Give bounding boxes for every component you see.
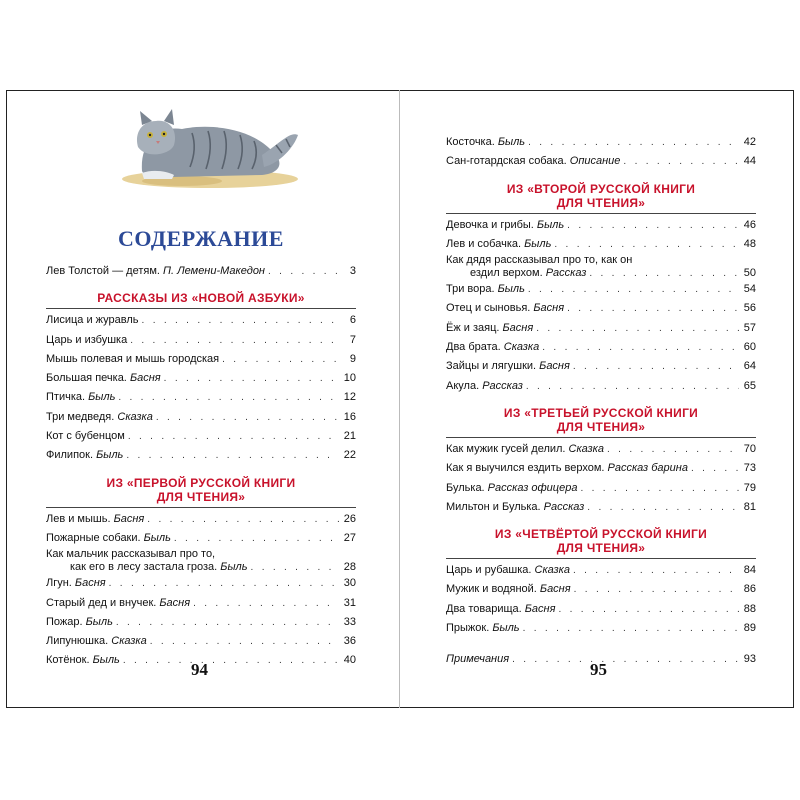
leader-dots	[128, 428, 339, 446]
toc-entry-genre: Басня	[113, 512, 145, 525]
section-rule	[446, 558, 756, 559]
toc-entry-page: 33	[343, 615, 356, 628]
leader-dots	[512, 651, 739, 669]
toc-entry-title: Котёнок.	[46, 654, 93, 667]
toc-entry-page: 16	[343, 410, 356, 423]
toc-entry-title: Ёж и заяц.	[446, 321, 503, 334]
toc-entry[interactable]	[46, 574, 356, 593]
toc-entry[interactable]	[46, 510, 356, 529]
toc-entry-page: 88	[743, 602, 756, 615]
toc-entry-genre: Басня	[533, 302, 565, 315]
toc-entry-genre: Быль	[524, 237, 552, 250]
toc-entry[interactable]	[446, 377, 756, 396]
toc-entry-title: Кот с бубенцом	[46, 430, 125, 443]
toc-entry-title: Мужик и водяной.	[446, 583, 540, 596]
toc-entry-title: Девочка и грибы.	[446, 218, 537, 231]
section-heading-text: ИЗ «ТРЕТЬЕЙ РУССКОЙ КНИГИ	[503, 405, 699, 420]
toc-entry[interactable]	[446, 133, 756, 152]
leader-dots	[567, 217, 739, 235]
toc-entry-title: Пожарные собаки.	[46, 531, 144, 544]
toc-entry-genre: Быль	[143, 531, 171, 544]
toc-entry-page: 40	[343, 654, 356, 667]
toc-entry-page: 28	[343, 561, 356, 574]
toc-entry[interactable]	[446, 357, 756, 376]
section-heading-text: ДЛЯ ЧТЕНИЯ»	[156, 489, 246, 504]
leader-dots	[123, 652, 339, 670]
toc-entry-title-cont: как его в лесу застала гроза.	[70, 561, 221, 574]
toc-entry-page: 3	[349, 265, 356, 277]
toc-entry-page: 42	[743, 136, 756, 148]
toc-entry-genre: Сказка	[111, 635, 147, 648]
toc-entry-title: Два товарища.	[446, 602, 525, 615]
toc-entry-title: Лев Толстой — детям.	[46, 265, 164, 277]
toc-entry[interactable]	[46, 548, 356, 574]
toc-entry[interactable]	[46, 613, 356, 632]
leader-dots	[542, 339, 739, 357]
section-items	[46, 510, 356, 671]
leader-dots	[523, 620, 739, 638]
toc-entry[interactable]	[46, 388, 356, 407]
leader-dots	[193, 595, 339, 613]
toc-entry-page: 12	[343, 391, 356, 404]
toc-entry-page: 22	[343, 449, 356, 462]
section-heading-text: ДЛЯ ЧТЕНИЯ»	[556, 419, 646, 434]
leader-dots	[589, 267, 739, 280]
toc-entry-page: 48	[743, 237, 756, 250]
leader-dots	[567, 300, 739, 318]
section-heading-text: ДЛЯ ЧТЕНИЯ»	[556, 541, 646, 556]
toc-entry-title-cont: ездил верхом.	[470, 267, 546, 280]
toc-entry-page: 10	[343, 372, 356, 385]
toc-entry[interactable]	[446, 580, 756, 599]
left-toc-column	[46, 262, 356, 671]
toc-entry-genre: Басня	[129, 372, 161, 385]
leader-dots	[251, 561, 339, 574]
toc-entry-page: 73	[743, 462, 756, 475]
toc-entry-genre: Басня	[524, 602, 556, 615]
toc-entry-title: Булька.	[446, 481, 488, 494]
leader-dots	[126, 447, 339, 465]
toc-entry-title: Как мужик гусей делил.	[446, 442, 569, 455]
toc-entry[interactable]	[446, 299, 756, 318]
page-title: СОДЕРЖАНИЕ	[118, 226, 284, 251]
toc-entry-genre: Быль	[497, 283, 525, 296]
toc-entry-genre: Сказка	[568, 442, 604, 455]
leader-dots	[118, 389, 339, 407]
section-rule	[46, 507, 356, 508]
toc-entry-title: Филипок.	[46, 449, 97, 462]
section-items	[446, 216, 756, 396]
leader-dots	[573, 358, 739, 376]
section-heading-text: ИЗ «ЧЕТВЁРТОЙ РУССКОЙ КНИГИ	[494, 527, 708, 542]
toc-entry-page: 89	[743, 622, 756, 635]
toc-entry-genre: Быль	[536, 218, 565, 231]
toc-entry-page: 31	[343, 596, 356, 609]
toc-entry-genre: Сказка	[534, 564, 570, 577]
toc-entry-title: Пожар.	[46, 615, 86, 628]
toc-entry-title: Лгун.	[46, 577, 75, 590]
toc-entry-genre: Быль	[85, 615, 113, 628]
toc-entry-title: Царь и избушка	[46, 333, 128, 346]
leader-dots	[587, 499, 739, 517]
toc-entry-genre: Быль	[492, 622, 520, 635]
toc-entry-title: Два брата.	[446, 341, 504, 354]
leader-dots	[130, 332, 339, 350]
toc-entry-title: Три медведя.	[46, 410, 118, 423]
leader-dots	[574, 581, 739, 599]
toc-entry[interactable]	[446, 254, 756, 280]
leader-dots	[526, 378, 739, 396]
section-rule	[446, 437, 756, 438]
section-heading-text: ИЗ «ПЕРВОЙ РУССКОЙ КНИГИ	[106, 475, 296, 490]
leader-dots	[156, 409, 339, 427]
toc-entry-page: 64	[743, 360, 756, 373]
toc-entry-title: Лев и собачка.	[446, 237, 525, 250]
toc-entry[interactable]	[446, 338, 756, 357]
toc-entry[interactable]	[446, 440, 756, 459]
toc-entry[interactable]	[46, 446, 356, 465]
toc-entry-page: 60	[743, 341, 756, 354]
toc-entry-genre: Рассказ	[545, 267, 587, 280]
toc-entry-title: Лисица и журавль	[46, 314, 139, 327]
page-number-left: 94	[191, 660, 208, 679]
leader-dots	[116, 614, 339, 632]
toc-entry-genre: Басня	[74, 577, 106, 590]
toc-entry-page: 65	[743, 379, 756, 392]
toc-entry-page: 9	[349, 352, 356, 365]
toc-entry-page: 7	[349, 333, 356, 346]
section-items	[446, 440, 756, 517]
section-heading-text: РАССКАЗЫ ИЗ «НОВОЙ АЗБУКИ»	[97, 291, 305, 306]
toc-entry-page: 93	[743, 653, 756, 666]
toc-entry-page: 6	[349, 314, 356, 327]
toc-entry-genre: Рассказ	[482, 379, 523, 392]
toc-entry[interactable]	[46, 594, 356, 613]
page-number-right: 95	[590, 660, 607, 679]
section-heading	[446, 182, 756, 210]
toc-entry-title: Как дядя рассказывал про то, как он	[446, 254, 633, 267]
section-items	[446, 561, 756, 638]
toc-entry-page: 84	[743, 564, 756, 577]
toc-entry[interactable]	[446, 280, 756, 299]
leader-dots	[142, 312, 339, 330]
leader-dots	[174, 530, 339, 548]
toc-entry-genre: Басня	[502, 321, 534, 334]
toc-entry[interactable]	[46, 350, 356, 369]
book-spine	[399, 90, 400, 708]
toc-entry-page: 36	[343, 635, 356, 648]
leader-dots	[222, 351, 339, 369]
leader-dots	[109, 575, 339, 593]
leader-dots	[536, 320, 739, 338]
toc-entry-genre: Быль	[92, 654, 120, 667]
toc-entry[interactable]	[46, 408, 356, 427]
section-heading-text: ДЛЯ ЧТЕНИЯ»	[556, 195, 646, 210]
toc-entry-title: Большая печка.	[46, 372, 130, 385]
toc-entry[interactable]	[446, 498, 756, 517]
toc-entry-genre: Рассказ	[543, 500, 585, 513]
toc-entry-page: 26	[343, 512, 356, 525]
toc-entry-page: 46	[743, 218, 756, 231]
toc-entry[interactable]	[46, 369, 356, 388]
toc-entry-title: Как я выучился ездить верхом.	[446, 462, 608, 475]
section-rule	[446, 213, 756, 214]
leader-dots	[150, 633, 339, 651]
section-rule	[46, 308, 356, 309]
leader-dots	[573, 562, 739, 580]
cat-illustration-icon	[112, 103, 302, 195]
toc-entry[interactable]	[446, 152, 756, 171]
toc-entry-genre: Рассказ барина	[607, 462, 688, 475]
toc-entry-page: 54	[743, 283, 756, 296]
toc-entry[interactable]	[446, 319, 756, 338]
toc-entry-title: Прыжок.	[446, 622, 493, 635]
leader-dots	[607, 441, 739, 459]
toc-entry-title: Старый дед и внучек.	[46, 596, 160, 609]
toc-entry-genre: Басня	[539, 360, 570, 373]
toc-entry[interactable]	[46, 427, 356, 446]
toc-entry-title: Косточка.	[446, 136, 498, 148]
leader-dots	[623, 153, 739, 171]
toc-entry-title: Акула.	[446, 379, 483, 392]
toc-entry-page: 70	[743, 442, 756, 455]
leader-dots	[268, 263, 339, 281]
toc-entry-title: Отец и сыновья.	[446, 302, 534, 315]
leader-dots	[558, 601, 739, 619]
toc-entry-page: 30	[343, 577, 356, 590]
toc-entry-page: 86	[743, 583, 756, 596]
toc-entry[interactable]	[46, 632, 356, 651]
toc-entry-genre: Басня	[159, 596, 191, 609]
toc-entry-page: 81	[743, 500, 756, 513]
leader-dots	[147, 511, 339, 529]
toc-entry[interactable]	[446, 479, 756, 498]
toc-entry-page: 50	[743, 267, 756, 280]
toc-entry[interactable]	[446, 619, 756, 638]
toc-entry-genre: П. Лемени-Македон	[163, 265, 265, 277]
leader-dots	[580, 480, 739, 498]
leader-dots	[691, 460, 739, 478]
section-heading	[446, 527, 756, 555]
section-items	[46, 311, 356, 465]
toc-entry-title: Зайцы и лягушки.	[446, 360, 540, 373]
toc-entry-page: 79	[743, 481, 756, 494]
toc-entry[interactable]	[46, 331, 356, 350]
section-heading	[46, 476, 356, 504]
toc-entry[interactable]	[46, 529, 356, 548]
leader-dots	[528, 134, 739, 152]
toc-entry[interactable]	[446, 600, 756, 619]
leader-dots	[164, 370, 339, 388]
toc-entry-page: 44	[743, 155, 756, 168]
toc-entry-title: Сан-готардская собака.	[446, 155, 570, 168]
toc-entry-title: Мышь полевая и мышь городская	[46, 352, 220, 365]
leader-dots	[528, 281, 739, 299]
toc-entry-genre: Быль	[220, 561, 248, 574]
toc-entry-genre: Быль	[497, 136, 526, 148]
toc-entry[interactable]	[46, 311, 356, 330]
toc-entry-title: Три вора.	[446, 283, 498, 296]
toc-entry-genre: Рассказ офицера	[487, 481, 578, 494]
toc-entry[interactable]	[446, 459, 756, 478]
toc-entry-title: Птичка.	[46, 391, 89, 404]
toc-entry-title: Как мальчик рассказывал про то,	[46, 548, 216, 561]
section-heading	[446, 406, 756, 434]
toc-entry-genre: Быль	[88, 391, 116, 404]
toc-entry-page: 56	[743, 302, 756, 315]
toc-entry-page: 57	[743, 321, 756, 334]
toc-entry-title: Царь и рубашка.	[446, 564, 535, 577]
toc-entry-title: Лев и мышь.	[46, 512, 114, 525]
toc-entry-genre: Сказка	[503, 341, 540, 354]
section-heading-text: ИЗ «ВТОРОЙ РУССКОЙ КНИГИ	[506, 181, 696, 196]
toc-entry-title: Мильтон и Булька.	[446, 500, 544, 513]
toc-entry-page: 21	[343, 430, 356, 443]
toc-entry-title: Липунюшка.	[46, 635, 112, 648]
right-toc-column	[446, 133, 756, 670]
toc-entry[interactable]	[446, 561, 756, 580]
section-heading	[46, 291, 356, 305]
toc-entry-genre: Описание	[569, 155, 621, 168]
toc-entry-genre: Сказка	[117, 410, 153, 423]
toc-entry-intro[interactable]	[46, 262, 356, 281]
leader-dots	[554, 236, 739, 254]
toc-entry-page: 27	[343, 531, 356, 544]
toc-entry-genre: Примечания	[446, 653, 510, 666]
toc-entry[interactable]	[446, 216, 756, 235]
toc-entry[interactable]	[446, 235, 756, 254]
toc-entry-genre: Быль	[96, 449, 124, 462]
toc-entry-genre: Басня	[539, 583, 571, 596]
